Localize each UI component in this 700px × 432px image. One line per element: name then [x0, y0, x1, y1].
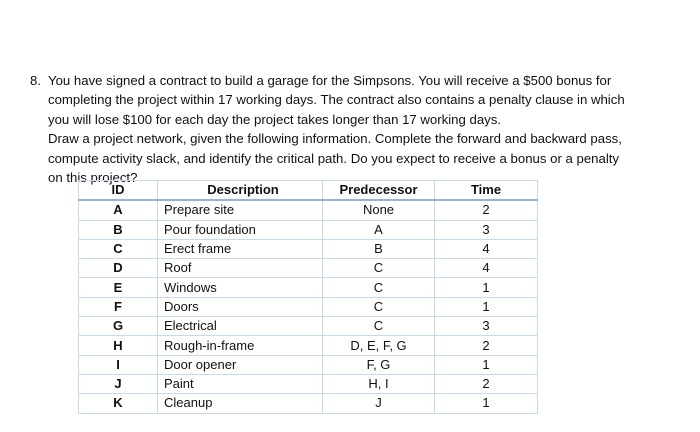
question-line: compute activity slack, and identify the critical path. Do you expect to receive a bonus or a penalty	[48, 150, 620, 166]
cell-description: Electrical	[158, 317, 323, 336]
question-text	[30, 71, 698, 187]
cell-id: I	[79, 355, 158, 374]
table-row	[79, 239, 538, 258]
cell-id: F	[79, 297, 158, 316]
cell-predecessor: F, G	[323, 355, 435, 374]
cell-description: Paint	[158, 374, 323, 393]
cell-predecessor: C	[323, 317, 435, 336]
cell-time: 1	[435, 297, 538, 316]
cell-description: Prepare site	[158, 200, 323, 220]
table-row	[79, 278, 538, 297]
cell-time: 4	[435, 259, 538, 278]
question-paragraph-1	[30, 71, 698, 129]
question-line: Draw a project network, given the following information. Complete the forward and backward pass,	[48, 131, 622, 147]
header-time: Time	[435, 181, 538, 201]
question-paragraph-2	[48, 129, 698, 187]
cell-description: Doors	[158, 297, 323, 316]
cell-predecessor: C	[323, 278, 435, 297]
cell-time: 2	[435, 200, 538, 220]
question-number: 8.	[30, 73, 41, 88]
cell-time: 2	[435, 374, 538, 393]
cell-description: Windows	[158, 278, 323, 297]
question-line: You have signed a contract to build a garage for the Simpsons. You will receive a $500 bonus for	[48, 73, 612, 88]
question-line: on this project?	[48, 170, 138, 186]
cell-time: 1	[435, 278, 538, 297]
table-row	[79, 317, 538, 336]
header-id: ID	[79, 181, 158, 201]
cell-id: J	[79, 374, 158, 393]
cell-description: Door opener	[158, 355, 323, 374]
table-row	[79, 200, 538, 220]
cell-id: D	[79, 259, 158, 278]
question-line: completing the project within 17 working days. The contract also contains a penalty clause in which	[48, 92, 625, 108]
cell-description: Pour foundation	[158, 220, 323, 239]
cell-predecessor: B	[323, 239, 435, 258]
cell-id: A	[79, 200, 158, 220]
table-row	[79, 336, 538, 355]
cell-predecessor: H, I	[323, 374, 435, 393]
cell-time: 3	[435, 220, 538, 239]
table-row	[79, 220, 538, 239]
cell-id: G	[79, 317, 158, 336]
cell-predecessor: D, E, F, G	[323, 336, 435, 355]
cell-description: Rough-in-frame	[158, 336, 323, 355]
cell-description: Roof	[158, 259, 323, 278]
cell-id: C	[79, 239, 158, 258]
cell-time: 2	[435, 336, 538, 355]
cell-description: Cleanup	[158, 394, 323, 413]
cell-id: E	[79, 278, 158, 297]
cell-time: 1	[435, 355, 538, 374]
table-row	[79, 259, 538, 278]
cell-predecessor: A	[323, 220, 435, 239]
table-row	[79, 374, 538, 393]
header-description: Description	[158, 181, 323, 201]
activity-table	[78, 180, 538, 414]
cell-time: 4	[435, 239, 538, 258]
cell-id: B	[79, 220, 158, 239]
table-body	[79, 200, 538, 413]
table-row	[79, 394, 538, 413]
cell-predecessor: J	[323, 394, 435, 413]
cell-time: 3	[435, 317, 538, 336]
cell-predecessor: C	[323, 297, 435, 316]
cell-time: 1	[435, 394, 538, 413]
table-row	[79, 297, 538, 316]
question-line: you will lose $100 for each day the project takes longer than 17 working days.	[48, 111, 502, 127]
table-row	[79, 355, 538, 374]
cell-description: Erect frame	[158, 239, 323, 258]
cell-id: K	[79, 394, 158, 413]
cell-predecessor: C	[323, 259, 435, 278]
cell-predecessor: None	[323, 200, 435, 220]
header-predecessor: Predecessor	[323, 181, 435, 201]
cell-id: H	[79, 336, 158, 355]
table-header-row	[79, 181, 538, 201]
